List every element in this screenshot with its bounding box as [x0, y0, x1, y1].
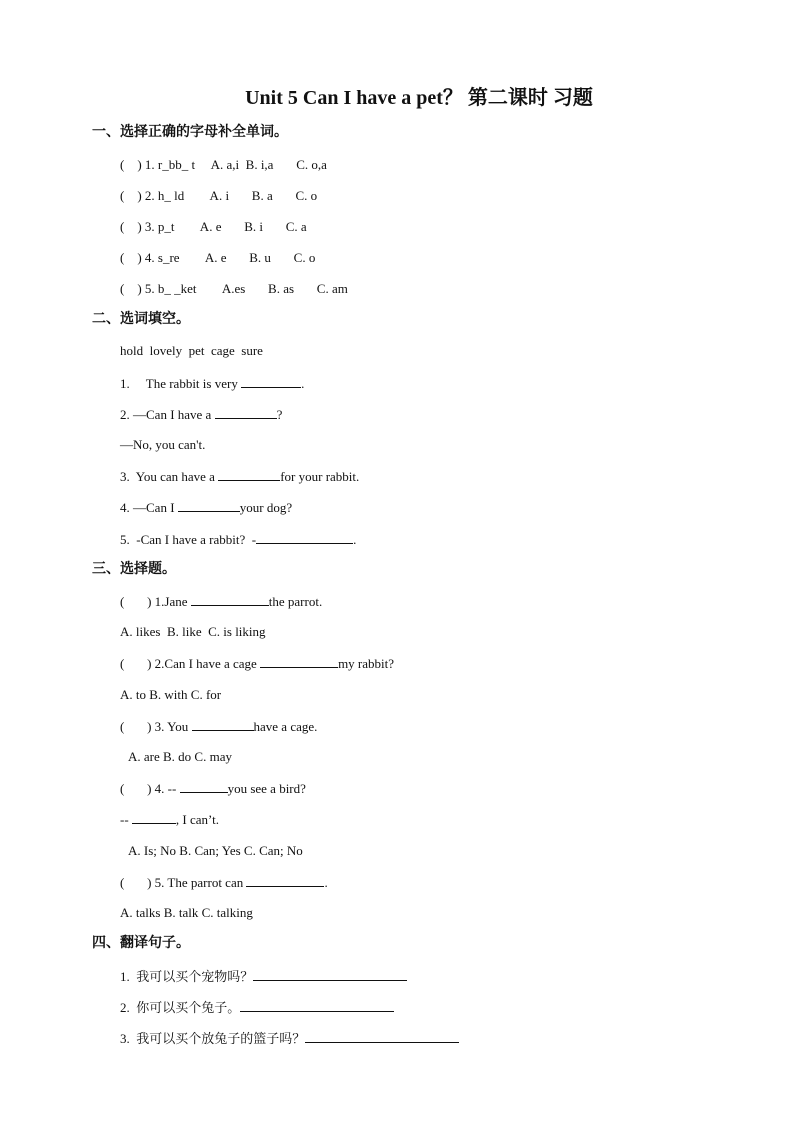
answer-blank[interactable] — [240, 999, 394, 1012]
part3-options-4: A. Is; No B. Can; Yes C. Can; No — [128, 843, 303, 858]
answer-blank[interactable] — [132, 811, 176, 824]
part3-question-4-reply: -- , I can’t. — [120, 812, 219, 827]
part4-question-3: 3. 我可以买个放兔子的篮子吗？ — [120, 1030, 459, 1047]
part2-question-1: 1. The rabbit is very . — [120, 376, 305, 391]
answer-blank[interactable] — [256, 531, 353, 544]
answer-blank[interactable] — [246, 874, 324, 887]
part3-options-5: A. talks B. talk C. talking — [120, 905, 253, 920]
part3-question-3: ( ) 3. You have a cage. — [120, 719, 318, 734]
section-heading-4: 四、翻译句子。 — [92, 936, 190, 951]
part3-question-4: ( ) 4. -- you see a bird? — [120, 781, 306, 796]
answer-blank[interactable] — [305, 1030, 459, 1043]
part1-question-3: ( ) 3. p_t A. e B. i C. a — [120, 219, 307, 234]
part4-question-2: 2. 你可以买个兔子。 — [120, 999, 394, 1016]
section-heading-3: 三、选择题。 — [92, 562, 176, 577]
part2-question-5: 5. -Can I have a rabbit? - . — [120, 532, 357, 547]
part3-question-2: ( ) 2.Can I have a cage my rabbit? — [120, 656, 395, 671]
answer-blank[interactable] — [253, 968, 407, 981]
part3-question-5: ( ) 5. The parrot can . — [120, 875, 328, 890]
answer-blank[interactable] — [191, 593, 269, 606]
part1-question-4: ( ) 4. s_re A. e B. u C. o — [120, 250, 316, 265]
part3-options-1: A. likes B. like C. is liking — [120, 624, 266, 639]
answer-blank[interactable] — [178, 499, 240, 512]
answer-blank[interactable] — [215, 406, 277, 419]
part4-question-1: 1. 我可以买个宠物吗？ — [120, 968, 407, 985]
answer-blank[interactable] — [180, 780, 228, 793]
part1-question-5: ( ) 5. b_ _ket A.es B. as C. am — [120, 281, 348, 296]
answer-blank[interactable] — [241, 375, 301, 388]
part3-options-2: A. to B. with C. for — [120, 687, 222, 702]
part2-question-3: 3. You can have a for your rabbit. — [120, 469, 360, 484]
answer-blank[interactable] — [192, 718, 254, 731]
part1-question-1: ( ) 1. r_bb_ t A. a,i B. i,a C. o,a — [120, 157, 327, 172]
part2-question-2: 2. —Can I have a ? — [120, 407, 283, 422]
word-bank: hold lovely pet cage sure — [120, 343, 263, 358]
page-title: Unit 5 Can I have a pet？ 第二课时 习题 — [245, 87, 593, 109]
section-heading-2: 二、选词填空。 — [92, 312, 190, 327]
answer-blank[interactable] — [260, 655, 338, 668]
part1-question-2: ( ) 2. h_ ld A. i B. a C. o — [120, 188, 318, 203]
part2-question-2-reply: —No, you can't. — [120, 437, 206, 452]
answer-blank[interactable] — [218, 468, 280, 481]
part2-question-4: 4. —Can I your dog? — [120, 500, 293, 515]
section-heading-1: 一、选择正确的字母补全单词。 — [92, 125, 288, 140]
part3-options-3: A. are B. do C. may — [128, 749, 232, 764]
part3-question-1: ( ) 1.Jane the parrot. — [120, 594, 323, 609]
